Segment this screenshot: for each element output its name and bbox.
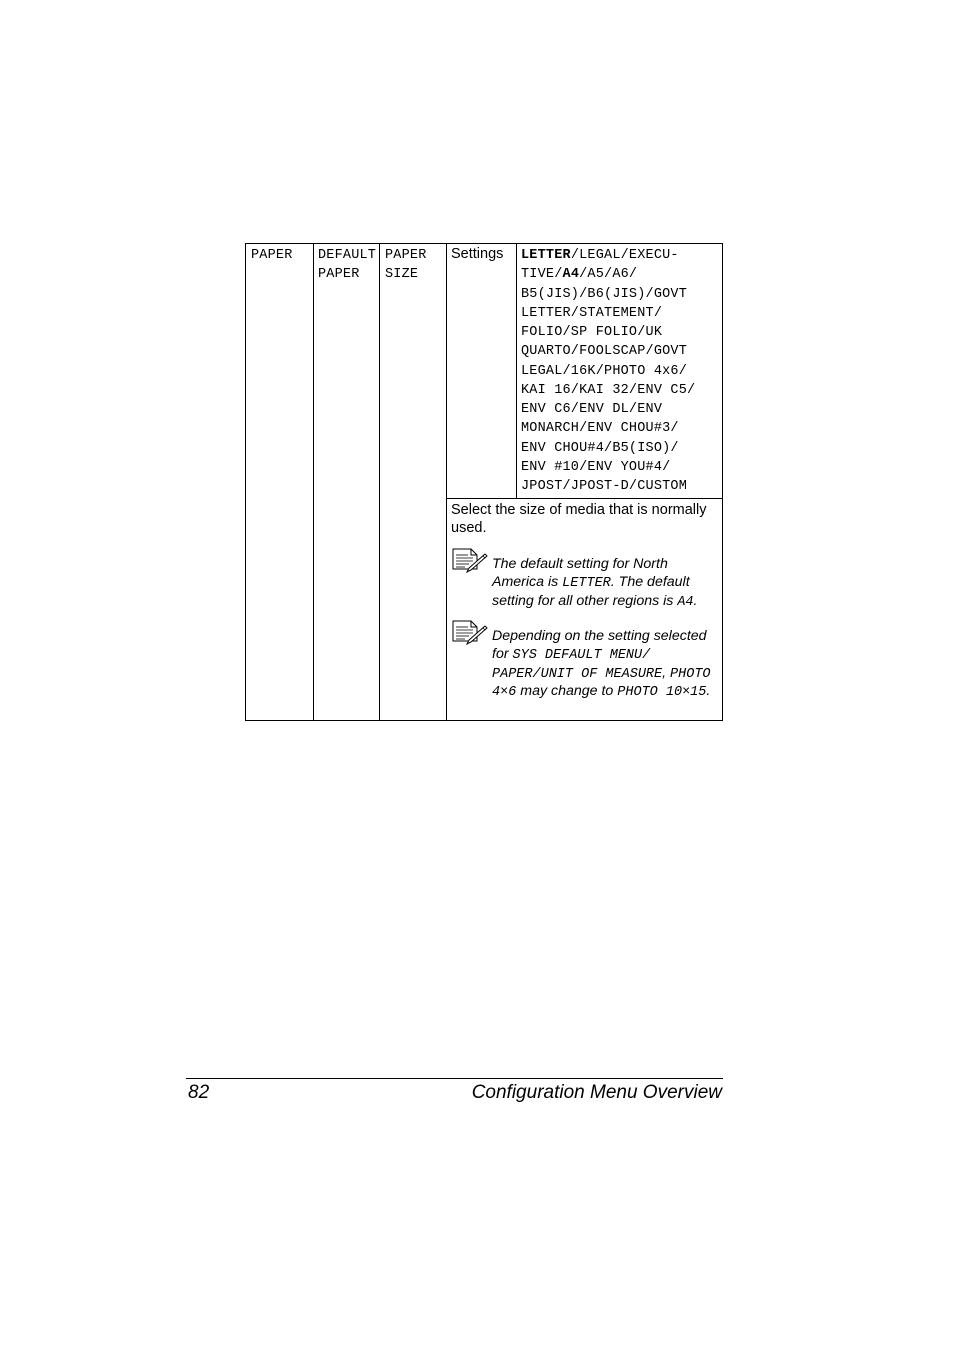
menu-level-3: PAPER SIZE [385,248,427,283]
menu-level-2: DEFAULT PAPER [318,248,377,283]
col-divider-1 [313,243,314,721]
note-code: A4 [677,594,694,610]
table-border-right [722,243,723,721]
footer-title: Configuration Menu Overview [471,1082,722,1103]
default-option-letter: LETTER [521,248,571,263]
note-text: . The default setting for all other regions is [492,573,690,609]
note-text: Depending on the setting selected for [492,628,707,662]
note-unit-of-measure [452,620,720,716]
note-text: . [693,592,698,609]
note-text: , [662,664,671,681]
footer-rule [186,1078,723,1079]
table-border-bottom [245,720,723,721]
settings-label: Settings [451,246,504,262]
table-border-top [245,243,723,244]
col-divider-4 [516,243,517,499]
options-part-2: /A5/A6/ B5(JIS)/B6(JIS)/GOVT LETTER/STATEMENT/ FOLIO/SP FOLIO/UK QUARTO/FOOLSCAP/GOVT LEGAL/16K/PHOTO 4x6/ KAI 16/KAI 32/ENV C5/ ENV C6/ENV DL/ENV MONARCH/ENV CHOU#3/ ENV CHOU#4/B5(ISO)/ ENV #10/ENV YOU#4/ JPOST/JPOST-D/CUSTOM [521,267,696,494]
note-text: may change to [516,683,618,700]
col-divider-2 [379,243,380,721]
note-pencil-icon [452,548,488,574]
note-code: PHOTO 4×6 [492,666,711,701]
note-text: . [706,683,711,700]
menu-level-1: PAPER [251,248,293,263]
note-text-1 [492,556,720,611]
default-option-a4: A4 [562,267,580,283]
note-code: SYS DEFAULT MENU/ PAPER/UNIT OF MEASURE [492,647,663,682]
note-pencil-icon [452,620,488,646]
table-border-left [245,243,246,721]
paper-size-options [521,246,695,496]
note-text: The default setting for North America is [492,556,668,590]
note-code: LETTER [562,575,611,591]
col-divider-3 [446,243,447,721]
row-divider [446,498,723,499]
options-part-1: /LEGAL/EXECU- TIVE/ [521,248,679,283]
setting-description: Select the size of media that is normally used. [451,502,707,536]
note-text-2 [492,628,720,702]
note-default-setting [452,548,720,612]
page-number: 82 [188,1082,210,1103]
note-code: PHOTO 10×15 [617,685,707,701]
